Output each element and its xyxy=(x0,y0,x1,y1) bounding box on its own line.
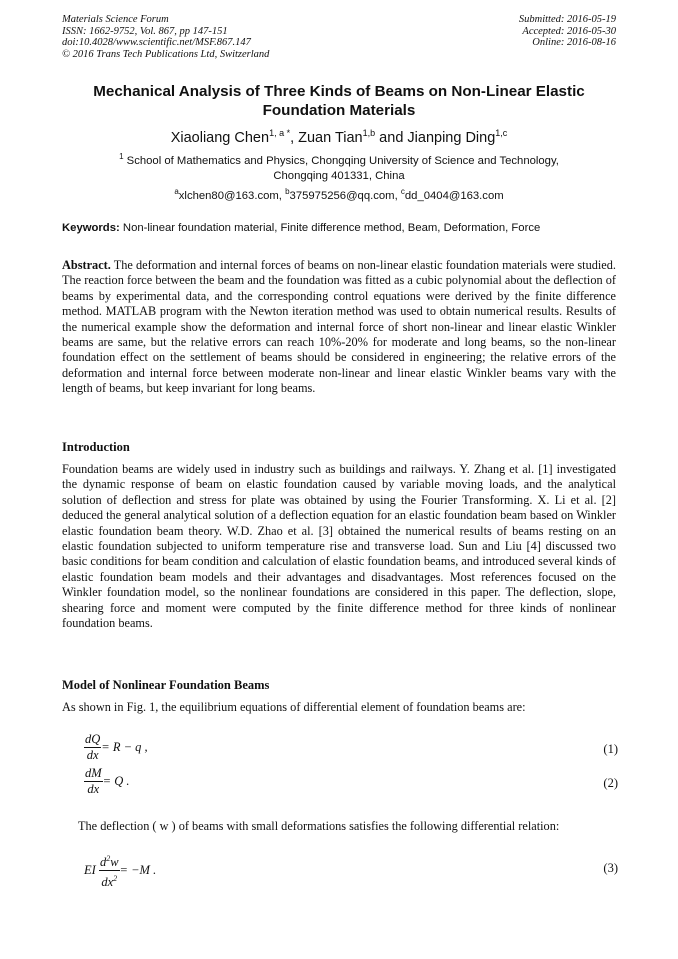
equation-2-denominator: dx xyxy=(87,782,100,796)
journal-header xyxy=(62,14,269,60)
author-2: Zuan Tian xyxy=(298,129,363,146)
affiliation-number: 1 xyxy=(119,152,124,161)
author-1: Xiaoliang Chen xyxy=(170,129,270,146)
equation-1 xyxy=(84,732,618,768)
equation-3-fraction xyxy=(99,851,120,890)
equation-3-rhs: = −M . xyxy=(119,863,157,878)
deflection-text: The deflection ( w ) of beams with small deformations satisfies the following differential relation: xyxy=(78,819,560,833)
email-c-marker: c xyxy=(400,187,405,196)
affiliation-line-2: Chongqing 401331, China xyxy=(273,169,405,182)
equation-3-prefix: EI xyxy=(84,863,99,878)
paper-title xyxy=(62,82,616,120)
keywords-text: Non-linear foundation material, Finite difference method, Beam, Deformation, Force xyxy=(119,222,541,234)
title-line-1: Mechanical Analysis of Three Kinds of Beams on Non-Linear Elastic xyxy=(93,83,585,100)
author-1-affil: 1, a * xyxy=(269,128,291,138)
dates-header xyxy=(519,14,616,49)
author-separator: and xyxy=(375,129,408,146)
equation-1-fraction xyxy=(84,732,101,763)
equation-2-fraction xyxy=(84,766,103,797)
author-separator: , xyxy=(290,129,299,146)
copyright-line: © 2016 Trans Tech Publications Ltd, Switzerland xyxy=(62,48,270,60)
equation-2 xyxy=(84,766,618,802)
equation-3-num-power: 2 xyxy=(106,854,111,863)
equation-2-rhs: = Q . xyxy=(102,774,130,788)
equation-3 xyxy=(84,851,618,890)
equation-1-rhs: = R − q , xyxy=(101,740,148,754)
title-line-2: Foundation Materials xyxy=(262,102,416,119)
abstract-label: Abstract. xyxy=(62,258,111,272)
issn-line: ISSN: 1662-9752, Vol. 867, pp 147-151 xyxy=(62,25,228,37)
email-a: xlchen80@163.com, xyxy=(178,189,286,202)
accepted-date: Accepted: 2016-05-30 xyxy=(522,25,616,37)
submitted-date: Submitted: 2016-05-19 xyxy=(518,14,616,25)
author-3-affil: 1,c xyxy=(495,128,508,138)
equation-3-number: (3) xyxy=(603,861,618,875)
keywords-label: Keywords: xyxy=(62,222,120,234)
affiliation-line-1: School of Mathematics and Physics, Chongqing University of Science and Technology, xyxy=(123,154,559,167)
journal-name: Materials Science Forum xyxy=(62,14,169,25)
equation-3-num-var: w xyxy=(110,855,119,870)
author-2-affil: 1,b xyxy=(362,128,376,138)
introduction-text: Foundation beams are widely used in industry such as buildings and railways. Y. Zhang et al. [1] investigated the dynamic response of beam on elastic foundation caused by variable moving loads, and the analytical solution of deflection and stress for plate was obtained by using the Fourier Transforming. X. Li et al. [2] deduced the general analytical solution of a deflection equation for an elastic foundation beam based on Winkler elastic foundation beam theory. W.D. Zhao et al. [3] obtained the numerical results of beams resting on an elastic foundation subjected to uniform temperature rise and transverse load. Sun and Liu [4] discussed two basic conditions for beam condition and calculation of elastic foundation beams, and introduced several kinds of elastic foundation beam models and their advantages and disadvantages. Most references focused on the Winkler foundation model, so the nonlinear foundations are considered in this paper. The deflection, slope, shearing force and moment were computed by the finite difference method for three kinds of nonlinear foundation beams. xyxy=(62,462,616,631)
author-list xyxy=(62,124,616,147)
online-date: Online: 2016-08-16 xyxy=(532,37,616,48)
email-b-marker: b xyxy=(285,187,290,196)
author-3: Jianping Ding xyxy=(407,129,496,146)
equation-2-number: (2) xyxy=(603,776,618,790)
model-text: As shown in Fig. 1, the equilibrium equations of differential element of foundation beams are: xyxy=(62,700,526,714)
email-b: 375975256@qq.com, xyxy=(289,189,401,202)
equation-3-num-d: d xyxy=(99,855,107,870)
keywords xyxy=(62,221,616,235)
doi-line: doi:10.4028/www.scientific.net/MSF.867.147 xyxy=(62,37,251,48)
equation-1-number: (1) xyxy=(603,742,618,756)
equation-1-numerator: dQ xyxy=(85,732,101,746)
equation-3-den-power: 2 xyxy=(113,874,118,884)
author-emails xyxy=(62,185,616,203)
introduction-heading: Introduction xyxy=(62,440,130,454)
equation-1-denominator: dx xyxy=(86,748,99,762)
abstract-text: The deformation and internal forces of beams on non-linear elastic foundation materials were studied. The reaction force between the beam and the foundation was fitted as a cubic polynomial about the deflection of beams by experimental data, and the corresponding control equations were derived by the finite difference method. MATLAB program with the Newton iteration method was used to obtain numerical results. Results of the numerical example show the deformation and internal force of short non-linear and linear elastic Winkler beams are same, but the relative errors can reach 10%-20% for moderate and long beams, so the non-linear foundation effect on the settlement of beams should be considered in engineering; the relative errors of the deformation and internal force between moderate non-linear and linear elastic Winkler beams vary with the length of beams, but keep invariant for long beams. xyxy=(62,258,616,396)
equation-3-numerator xyxy=(99,851,120,871)
equation-2-numerator: dM xyxy=(85,766,102,780)
email-a-marker: a xyxy=(174,187,179,196)
abstract xyxy=(62,258,616,397)
model-heading: Model of Nonlinear Foundation Beams xyxy=(62,678,270,692)
equation-3-denominator xyxy=(99,871,120,890)
affiliation xyxy=(70,149,608,184)
equation-3-den-dx: dx xyxy=(101,875,114,890)
email-c: dd_0404@163.com xyxy=(404,189,504,202)
